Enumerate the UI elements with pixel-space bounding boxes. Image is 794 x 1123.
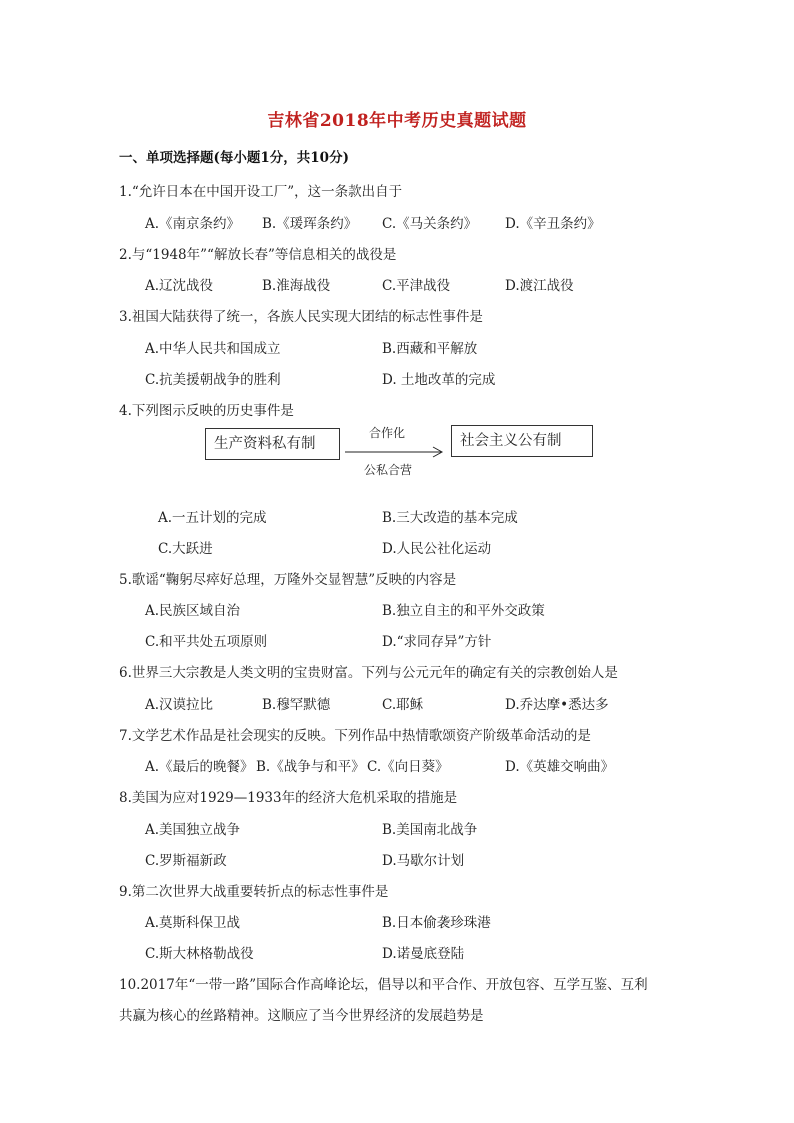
- q8-option-a: A.美国独立战争: [145, 822, 241, 838]
- q6-option-a: A.汉谟拉比: [145, 697, 214, 713]
- question-3-stem: 3.祖国大陆获得了统一，各族人民实现大团结的标志性事件是: [119, 309, 483, 325]
- question-9-stem: 9.第二次世界大战重要转折点的标志性事件是: [119, 884, 389, 900]
- page-title: 吉林省2018年中考历史真题试题: [267, 111, 527, 131]
- q7-option-b: B.《战争与和平》: [256, 759, 365, 775]
- q9-option-d: D.诺曼底登陆: [382, 946, 465, 962]
- q3-option-a: A.中华人民共和国成立: [145, 341, 281, 357]
- q4-option-c: C.大跃进: [158, 541, 213, 557]
- q3-option-d: D. 土地改革的完成: [382, 372, 496, 388]
- q7-option-d: D.《英雄交响曲》: [505, 759, 615, 775]
- question-6-stem: 6.世界三大宗教是人类文明的宝贵财富。下列与公元元年的确定有关的宗教创始人是: [119, 665, 618, 681]
- question-2-stem: 2.与“1948年”“解放长春”等信息相关的战役是: [119, 247, 397, 263]
- q5-option-a: A.民族区域自治: [145, 603, 241, 619]
- q9-option-b: B.日本偷袭珍珠港: [382, 915, 491, 931]
- q5-option-b: B.独立自主的和平外交政策: [382, 603, 545, 619]
- q3-option-b: B.西藏和平解放: [382, 341, 478, 357]
- question-1-stem: 1.“允许日本在中国开设工厂”，这一条款出自于: [119, 184, 403, 200]
- diagram-arrow-top-label: 合作化: [369, 426, 406, 440]
- q5-option-d: D.“求同存异”方针: [382, 634, 492, 650]
- q8-option-b: B.美国南北战争: [382, 822, 478, 838]
- q1-option-d: D.《辛丑条约》: [505, 216, 601, 232]
- q1-option-c: C.《马关条约》: [382, 216, 478, 232]
- diagram-arrow-icon: [345, 444, 447, 460]
- q6-option-b: B.穆罕默德: [262, 697, 331, 713]
- q6-option-c: C.耶稣: [382, 697, 424, 713]
- q7-option-c: C.《向日葵》: [367, 759, 449, 775]
- q6-option-d: D.乔达摩•悉达多: [505, 697, 609, 713]
- question-8-stem: 8.美国为应对1929—1933年的经济大危机采取的措施是: [119, 790, 458, 806]
- question-7-stem: 7.文学艺术作品是社会现实的反映。下列作品中热情歌颂资产阶级革命活动的是: [119, 728, 591, 744]
- question-4-stem: 4.下列图示反映的历史事件是: [119, 403, 294, 419]
- q1-option-a: A.《南京条约》: [145, 216, 241, 232]
- q3-option-c: C.抗美援朝战争的胜利: [145, 372, 281, 388]
- diagram-left-box: 生产资料私有制: [205, 428, 340, 460]
- question-10-stem-line2: 共赢为核心的丝路精神。这顺应了当今世界经济的发展趋势是: [119, 1008, 484, 1024]
- q7-option-a: A.《最后的晚餐》: [145, 759, 254, 775]
- q5-option-c: C.和平共处五项原则: [145, 634, 268, 650]
- question-10-stem: 10.2017年“一带一路”国际合作高峰论坛，倡导以和平合作、开放包容、互学互鉴、互利: [119, 977, 648, 993]
- q8-option-c: C.罗斯福新政: [145, 853, 227, 869]
- q9-option-c: C.斯大林格勒战役: [145, 946, 254, 962]
- q4-option-b: B.三大改造的基本完成: [382, 510, 518, 526]
- q4-option-a: A.一五计划的完成: [158, 510, 267, 526]
- q9-option-a: A.莫斯科保卫战: [145, 915, 241, 931]
- q2-option-c: C.平津战役: [382, 278, 451, 294]
- q4-option-d: D.人民公社化运动: [382, 541, 492, 557]
- q1-option-b: B.《瑗珲条约》: [262, 216, 358, 232]
- section-heading: 一、单项选择题(每小题1分，共10分): [119, 150, 349, 166]
- diagram-arrow-bottom-label: 公私合营: [364, 463, 413, 477]
- q8-option-d: D.马歇尔计划: [382, 853, 465, 869]
- q2-option-a: A.辽沈战役: [145, 278, 214, 294]
- question-5-stem: 5.歌谣“鞠躬尽瘁好总理，万隆外交显智慧”反映的内容是: [119, 572, 457, 588]
- q2-option-d: D.渡江战役: [505, 278, 574, 294]
- q2-option-b: B.淮海战役: [262, 278, 331, 294]
- diagram-right-box: 社会主义公有制: [451, 425, 593, 457]
